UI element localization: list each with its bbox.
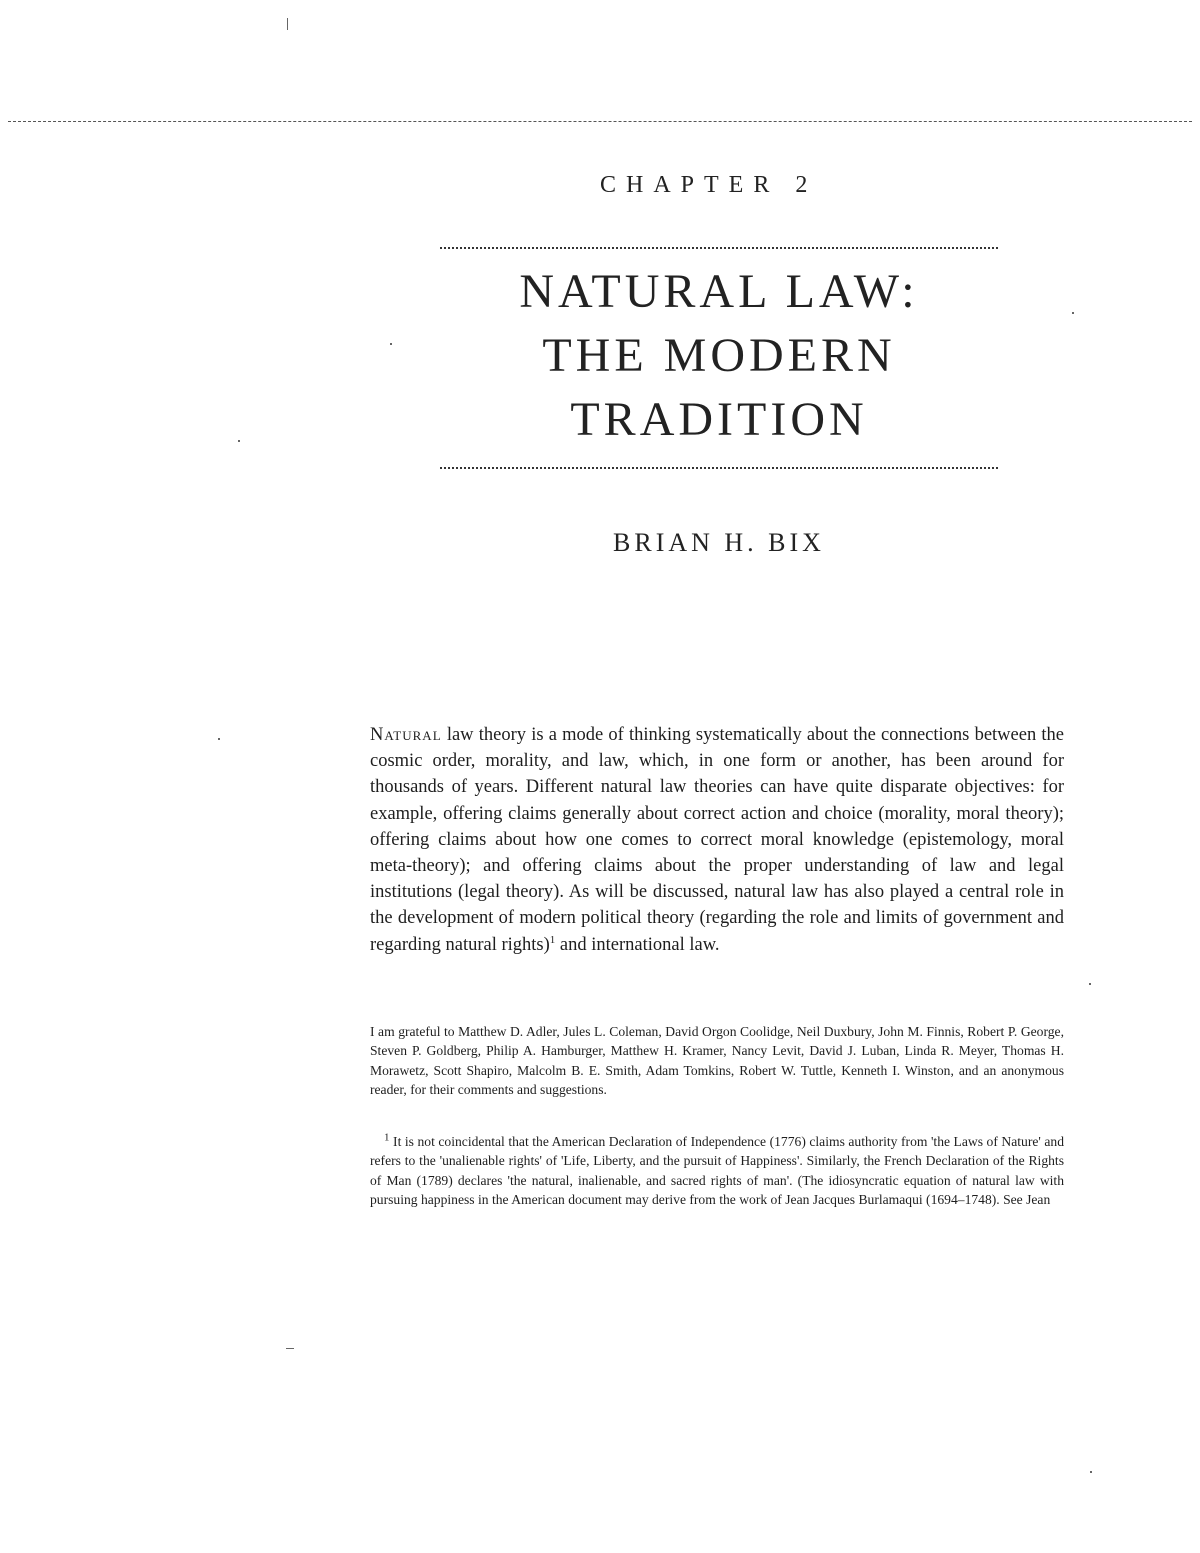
footnote-1: [370, 1132, 1064, 1210]
chapter-label: CHAPTER 2: [600, 172, 818, 198]
scan-speck: [218, 738, 220, 740]
scan-speck: [390, 343, 392, 345]
author-name: BRIAN H. BIX: [613, 528, 825, 557]
chapter-title-line-2: THE MODERN: [542, 329, 896, 382]
top-dashed-rule: [8, 121, 1192, 122]
scan-speck: [286, 1348, 294, 1349]
body-text-main: law theory is a mode of thinking systematically about the connections between the cosmic order, morality, and law, which, in one form or another, has been around for thousands of years. Different natural law theories can have quite disparate objectives: for example, offering claims generally about correct action and choice (morality, moral theory); offering claims about how one comes to correct moral knowledge (epistemology, moral meta-theory); and offering claims about the proper understanding of law and legal institutions (legal theory). As will be discussed, natural law has also played a central role in the development of modern political theory (regarding the role and limits of government and regarding natural rights): [370, 725, 1064, 955]
title-rule-bottom: [440, 467, 998, 469]
chapter-title-line-1: NATURAL LAW:: [519, 265, 919, 318]
scan-speck: [1090, 1471, 1092, 1473]
scan-speck: [287, 18, 288, 30]
scan-speck: [1089, 983, 1091, 985]
footnote-reference[interactable]: 1: [549, 933, 556, 946]
title-rule-top: [440, 247, 998, 249]
footnote-text: It is not coincidental that the American Declaration of Independence (1776) claims authority from 'the Laws of Nature' and refers to the 'unalienable rights' of 'Life, Liberty, and the pursuit of Happiness'. Similarly, the French Declaration of the Rights of Man (1789) declares 'the natural, inalienable, and sacred rights of man'. (The idiosyncratic equation of natural law with pursuing happiness in the American document may derive from the work of Jean Jacques Burlamaqui (1694–1748). See Jean: [370, 1134, 1064, 1208]
acknowledgement-note: I am grateful to Matthew D. Adler, Jules L. Coleman, David Orgon Coolidge, Neil Duxbury, John M. Finnis, Robert P. George, Steven P. Goldberg, Philip A. Hamburger, Matthew H. Kramer, Nancy Levit, David J. Luban, Linda R. Meyer, Thomas H. Morawetz, Scott Shapiro, Malcolm B. E. Smith, Adam Tomkins, Robert W. Tuttle, Kenneth I. Winston, and an anonymous reader, for their comments and suggestions.: [370, 1024, 1064, 1098]
body-lead-word: Natural: [370, 725, 442, 745]
chapter-title-line-3: TRADITION: [570, 393, 868, 446]
body-text-end: and international law.: [555, 934, 720, 955]
scan-speck: [1072, 312, 1074, 314]
chapter-title: [440, 260, 998, 452]
footnote-number: 1: [384, 1131, 390, 1144]
scan-speck: [238, 440, 240, 442]
body-paragraph: [370, 722, 1064, 958]
